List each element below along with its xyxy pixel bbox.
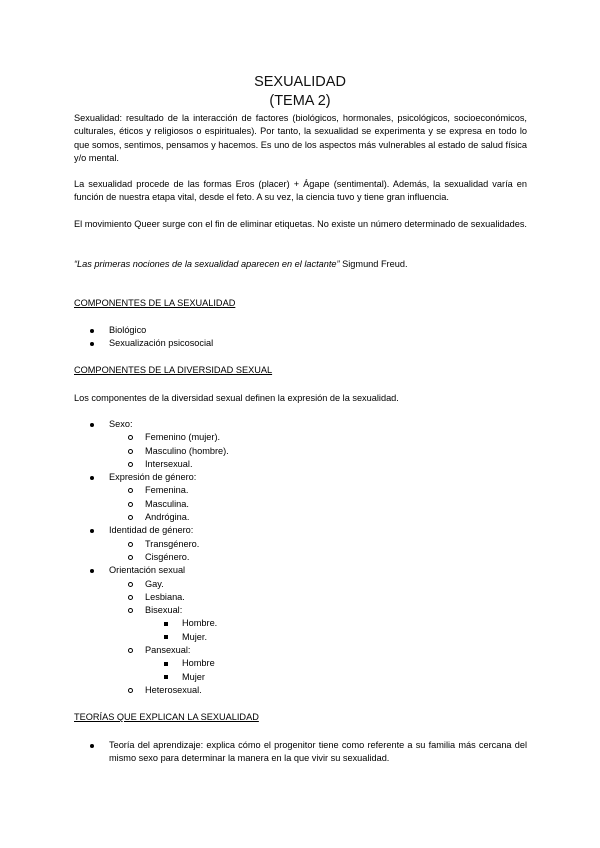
paragraph-queer: El movimiento Queer surge con el fin de eliminar etiquetas. No existe un número determinado de sexualidades. [74, 219, 527, 229]
list-item: Teoría del aprendizaje: explica cómo el progenitor tiene como referente a su familia más cercana del mismo sexo para determinar la manera en la que vivir su sexualidad. [74, 739, 527, 766]
item-label: Bisexual: [145, 605, 183, 616]
list-item-orientacion [74, 564, 527, 697]
list-diversidad [74, 418, 527, 697]
list-item: Hombre [145, 657, 527, 670]
list-item: Sexualización psicosocial [74, 337, 527, 350]
list-componentes-sexualidad [74, 324, 527, 351]
item-label: Orientación sexual [109, 565, 186, 576]
list-item-bisexual [109, 604, 527, 644]
list-item: Andrógina. [109, 511, 527, 524]
list-item: Hombre. [145, 617, 527, 630]
list-item: Transgénero. [109, 538, 527, 551]
list-item: Masculina. [109, 498, 527, 511]
list-item-pansexual [109, 644, 527, 684]
list-item: Intersexual. [109, 458, 527, 471]
list-item: Mujer. [145, 631, 527, 644]
paragraph-quote [74, 258, 527, 271]
list-item: Heterosexual. [109, 684, 527, 697]
list-item: Masculino (hombre). [109, 445, 527, 458]
quote-text: “Las primeras nociones de la sexualidad aparecen en el lactante” [74, 259, 340, 269]
list-item: Lesbiana. [109, 591, 527, 604]
document-title: SEXUALIDAD [254, 74, 346, 90]
paragraph-eros-agape: La sexualidad procede de las formas Eros (placer) + Ágape (sentimental). Además, la sexualidad varía en función de nuestra etapa vital, desde el feto. A su vez, la ciencia tuvo y tiene gran influencia. [74, 179, 527, 203]
paragraph-definition: Sexualidad: resultado de la interacción de factores (biológicos, hormonales, psicológicos, socioeconómicos, culturales, éticos y religiosos o espirituales). Por tanto, la sexualidad se experimenta y se expresa en todo lo que somos, sentimos, pensamos y hacemos. Es uno de los aspectos más vulnerables al estado de salud física y/o mental. [74, 113, 527, 163]
item-label: Pansexual: [145, 645, 191, 656]
document-subtitle: (TEMA 2) [269, 93, 331, 109]
paragraph-diversity-intro: Los componentes de la diversidad sexual definen la expresión de la sexualidad. [74, 393, 399, 403]
list-teorias [74, 739, 527, 766]
list-item: Femenino (mujer). [109, 431, 527, 444]
list-item: Gay. [109, 578, 527, 591]
item-label: Expresión de género: [109, 472, 197, 483]
list-item: Cisgénero. [109, 551, 527, 564]
list-item-sexo [74, 418, 527, 471]
list-item-identidad [74, 524, 527, 564]
list-item-expresion [74, 471, 527, 524]
item-label: Identidad de género: [109, 525, 194, 536]
list-item: Biológico [74, 324, 527, 337]
heading-componentes-sexualidad: COMPONENTES DE LA SEXUALIDAD [74, 298, 236, 308]
item-label: Sexo: [109, 419, 133, 429]
list-item: Mujer [145, 671, 527, 684]
heading-componentes-diversidad: COMPONENTES DE LA DIVERSIDAD SEXUAL [74, 365, 273, 375]
heading-teorias: TEORÍAS QUE EXPLICAN LA SEXUALIDAD [74, 712, 259, 722]
quote-author: Sigmund Freud. [339, 259, 408, 269]
list-item: Femenina. [109, 484, 527, 497]
